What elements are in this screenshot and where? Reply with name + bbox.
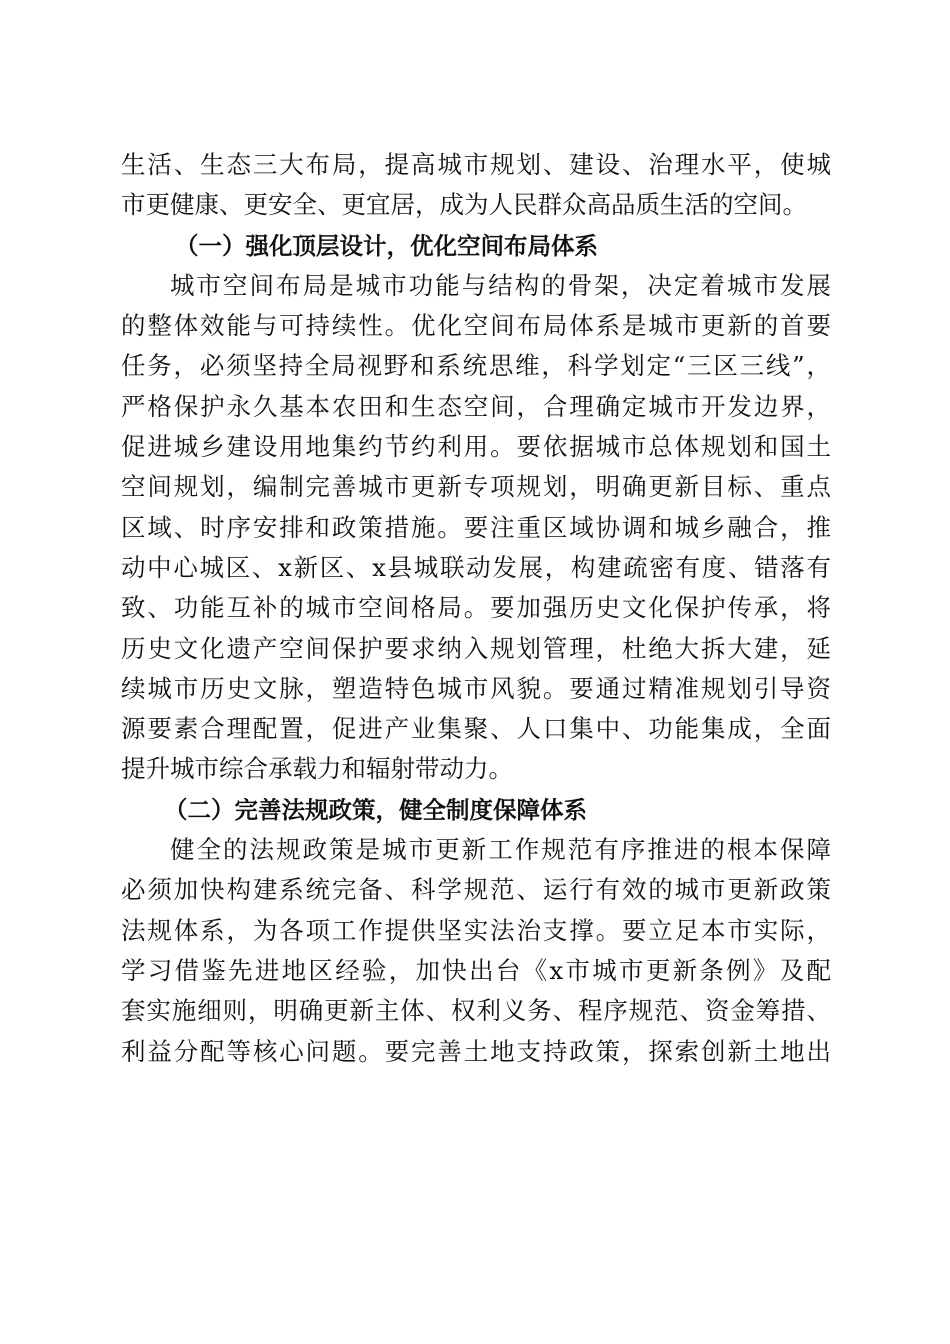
- section-heading: （一）强化顶层设计，优化空间布局体系: [175, 231, 598, 260]
- paragraph-line: 促进城乡建设用地集约节约利用。要依据城市总体规划和国土: [121, 432, 831, 462]
- paragraph-line: 续城市历史文脉，塑造特色城市风貌。要通过精准规划引导资: [121, 673, 831, 703]
- paragraph-line: 严格保护永久基本农田和生态空间，合理确定城市开发边界，: [121, 391, 831, 421]
- paragraph-line: 利益分配等核心问题。要完善土地支持政策，探索创新土地出: [121, 1036, 831, 1066]
- paragraph-line: 历史文化遗产空间保护要求纳入规划管理，杜绝大拆大建，延: [121, 633, 831, 663]
- body-text: [121, 145, 831, 1072]
- paragraph-line: 源要素合理配置，促进产业集聚、人口集中、功能集成，全面: [121, 714, 831, 744]
- paragraph-line: 必须加快构建系统完备、科学规范、运行有效的城市更新政策: [121, 875, 831, 905]
- paragraph-line: 空间规划，编制完善城市更新专项规划，明确更新目标、重点: [121, 472, 831, 502]
- paragraph-line: 套实施细则，明确更新主体、权利义务、程序规范、资金筹措、: [121, 996, 831, 1026]
- paragraph-line: 任务，必须坚持全局视野和系统思维，科学划定“三区三线”，: [121, 351, 831, 381]
- paragraph-line: 健全的法规政策是城市更新工作规范有序推进的根本保障: [170, 835, 831, 865]
- paragraph-line: 动中心城区、x新区、x县城联动发展，构建疏密有度、错落有: [121, 552, 831, 582]
- paragraph-line: 提升城市综合承载力和辐射带动力。: [121, 754, 513, 784]
- paragraph-line: 的整体效能与可持续性。优化空间布局体系是城市更新的首要: [121, 311, 831, 341]
- section-heading: （二）完善法规政策，健全制度保障体系: [164, 795, 587, 824]
- paragraph-line: 区域、时序安排和政策措施。要注重区域协调和城乡融合，推: [121, 512, 831, 542]
- paragraph-line: 城市空间布局是城市功能与结构的骨架，决定着城市发展: [170, 270, 831, 300]
- paragraph-line: 致、功能互补的城市空间格局。要加强历史文化保护传承，将: [121, 593, 831, 623]
- paragraph-line: 市更健康、更安全、更宜居，成为人民群众高品质生活的空间。: [121, 190, 807, 220]
- paragraph-line: 生活、生态三大布局，提高城市规划、建设、治理水平，使城: [121, 150, 831, 179]
- paragraph-line: 法规体系，为各项工作提供坚实法治支撑。要立足本市实际，: [121, 915, 831, 945]
- paragraph-line: 学习借鉴先进地区经验，加快出台《x市城市更新条例》及配: [121, 955, 831, 985]
